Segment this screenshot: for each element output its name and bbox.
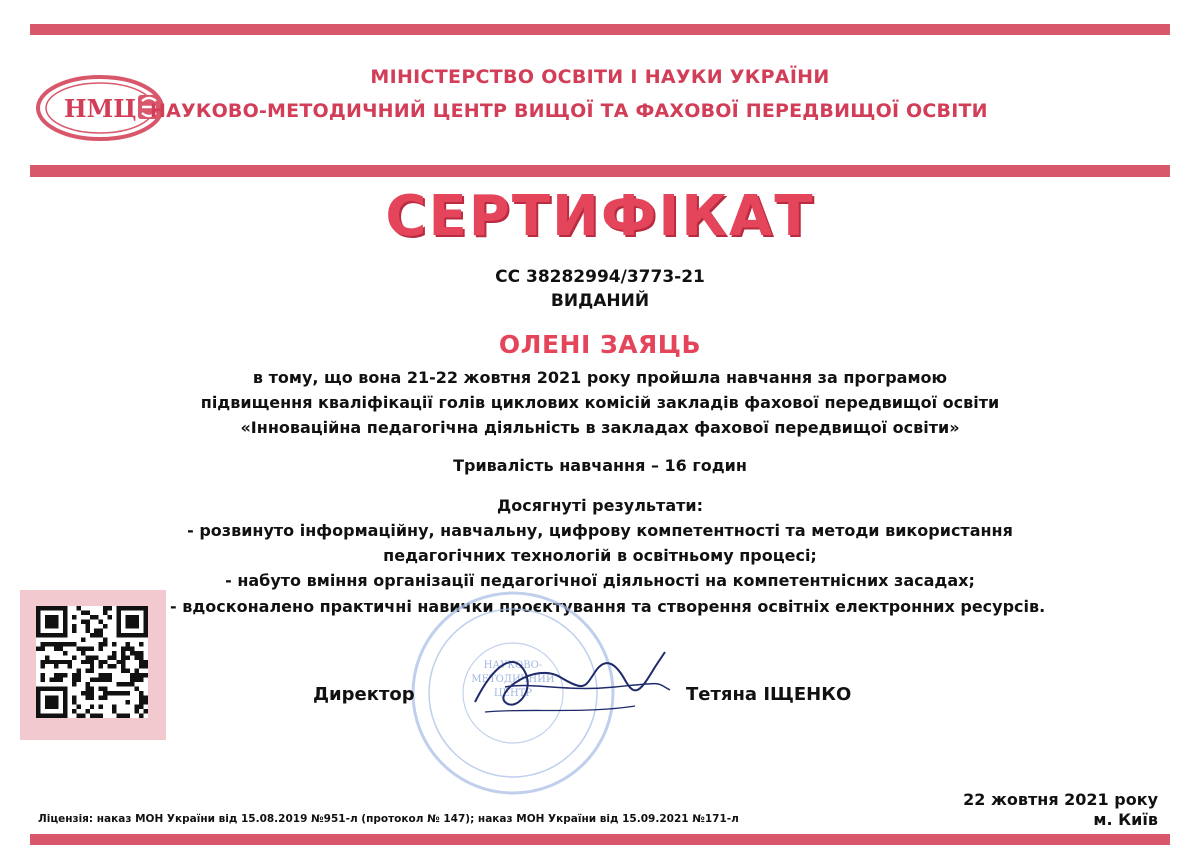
top-border-band xyxy=(30,24,1170,35)
bottom-border-band xyxy=(30,834,1170,845)
results-title: Досягнуті результати: xyxy=(497,496,703,515)
svg-text:ЦЕНТР: ЦЕНТР xyxy=(493,688,533,699)
body-line: в тому, що вона 21-22 жовтня 2021 року пройшла навчання за програмою xyxy=(252,368,948,387)
center-heading: НАУКОВО-МЕТОДИЧНИЙ ЦЕНТР ВИЩОЇ ТА ФАХОВОЇ ПЕРЕДВИЩОЇ ОСВІТИ xyxy=(150,100,988,122)
license-note: Ліцензія: наказ МОН України від 15.08.2019 №951-л (протокол № 147); наказ МОН України від 15.09.2021 №171-л xyxy=(38,813,739,825)
issue-city: м. Київ xyxy=(1093,810,1158,829)
duration-line: Тривалість навчання – 16 годин xyxy=(453,456,747,475)
recipient-name: ОЛЕНІ ЗАЯЦЬ xyxy=(498,330,702,359)
issued-label: ВИДАНИЙ xyxy=(550,291,650,311)
result-item: - вдосконалено практичні навички проєктування та створення освітніх електронних ресурсів. xyxy=(170,597,1046,616)
director-name: Тетяна ІЩЕНКО xyxy=(686,684,852,705)
director-label: Директор xyxy=(313,684,415,705)
svg-text:МЕТОДИЧНИЙ: МЕТОДИЧНИЙ xyxy=(471,674,555,685)
director-signature-icon xyxy=(465,642,675,722)
issue-date: 22 жовтня 2021 року xyxy=(963,790,1158,809)
body-line: підвищення кваліфікації голів циклових комісій закладів фахової передвищої освіти xyxy=(200,393,1000,412)
certificate-title: СЕРТИФІКАТ xyxy=(385,184,815,249)
program-name: «Інноваційна педагогічна діяльність в закладах фахової передвищої освіти» xyxy=(240,418,960,437)
svg-text:НАУКОВО-: НАУКОВО- xyxy=(483,660,543,671)
qr-code-icon[interactable] xyxy=(36,606,148,718)
certificate-code: СС 38282994/3773-21 xyxy=(495,267,705,287)
result-item: - розвинуто інформаційну, навчальну, цифрову компетентності та методи використання xyxy=(187,521,1013,540)
result-item: педагогічних технологій в освітньому процесі; xyxy=(383,546,817,565)
ministry-heading: МІНІСТЕРСТВО ОСВІТИ І НАУКИ УКРАЇНИ xyxy=(370,66,830,88)
header-divider-band xyxy=(30,165,1170,177)
logo-text: НМЦ xyxy=(64,94,137,123)
result-item: - набуто вміння організації педагогічної діяльності на компетентнісних засадах; xyxy=(225,571,975,590)
